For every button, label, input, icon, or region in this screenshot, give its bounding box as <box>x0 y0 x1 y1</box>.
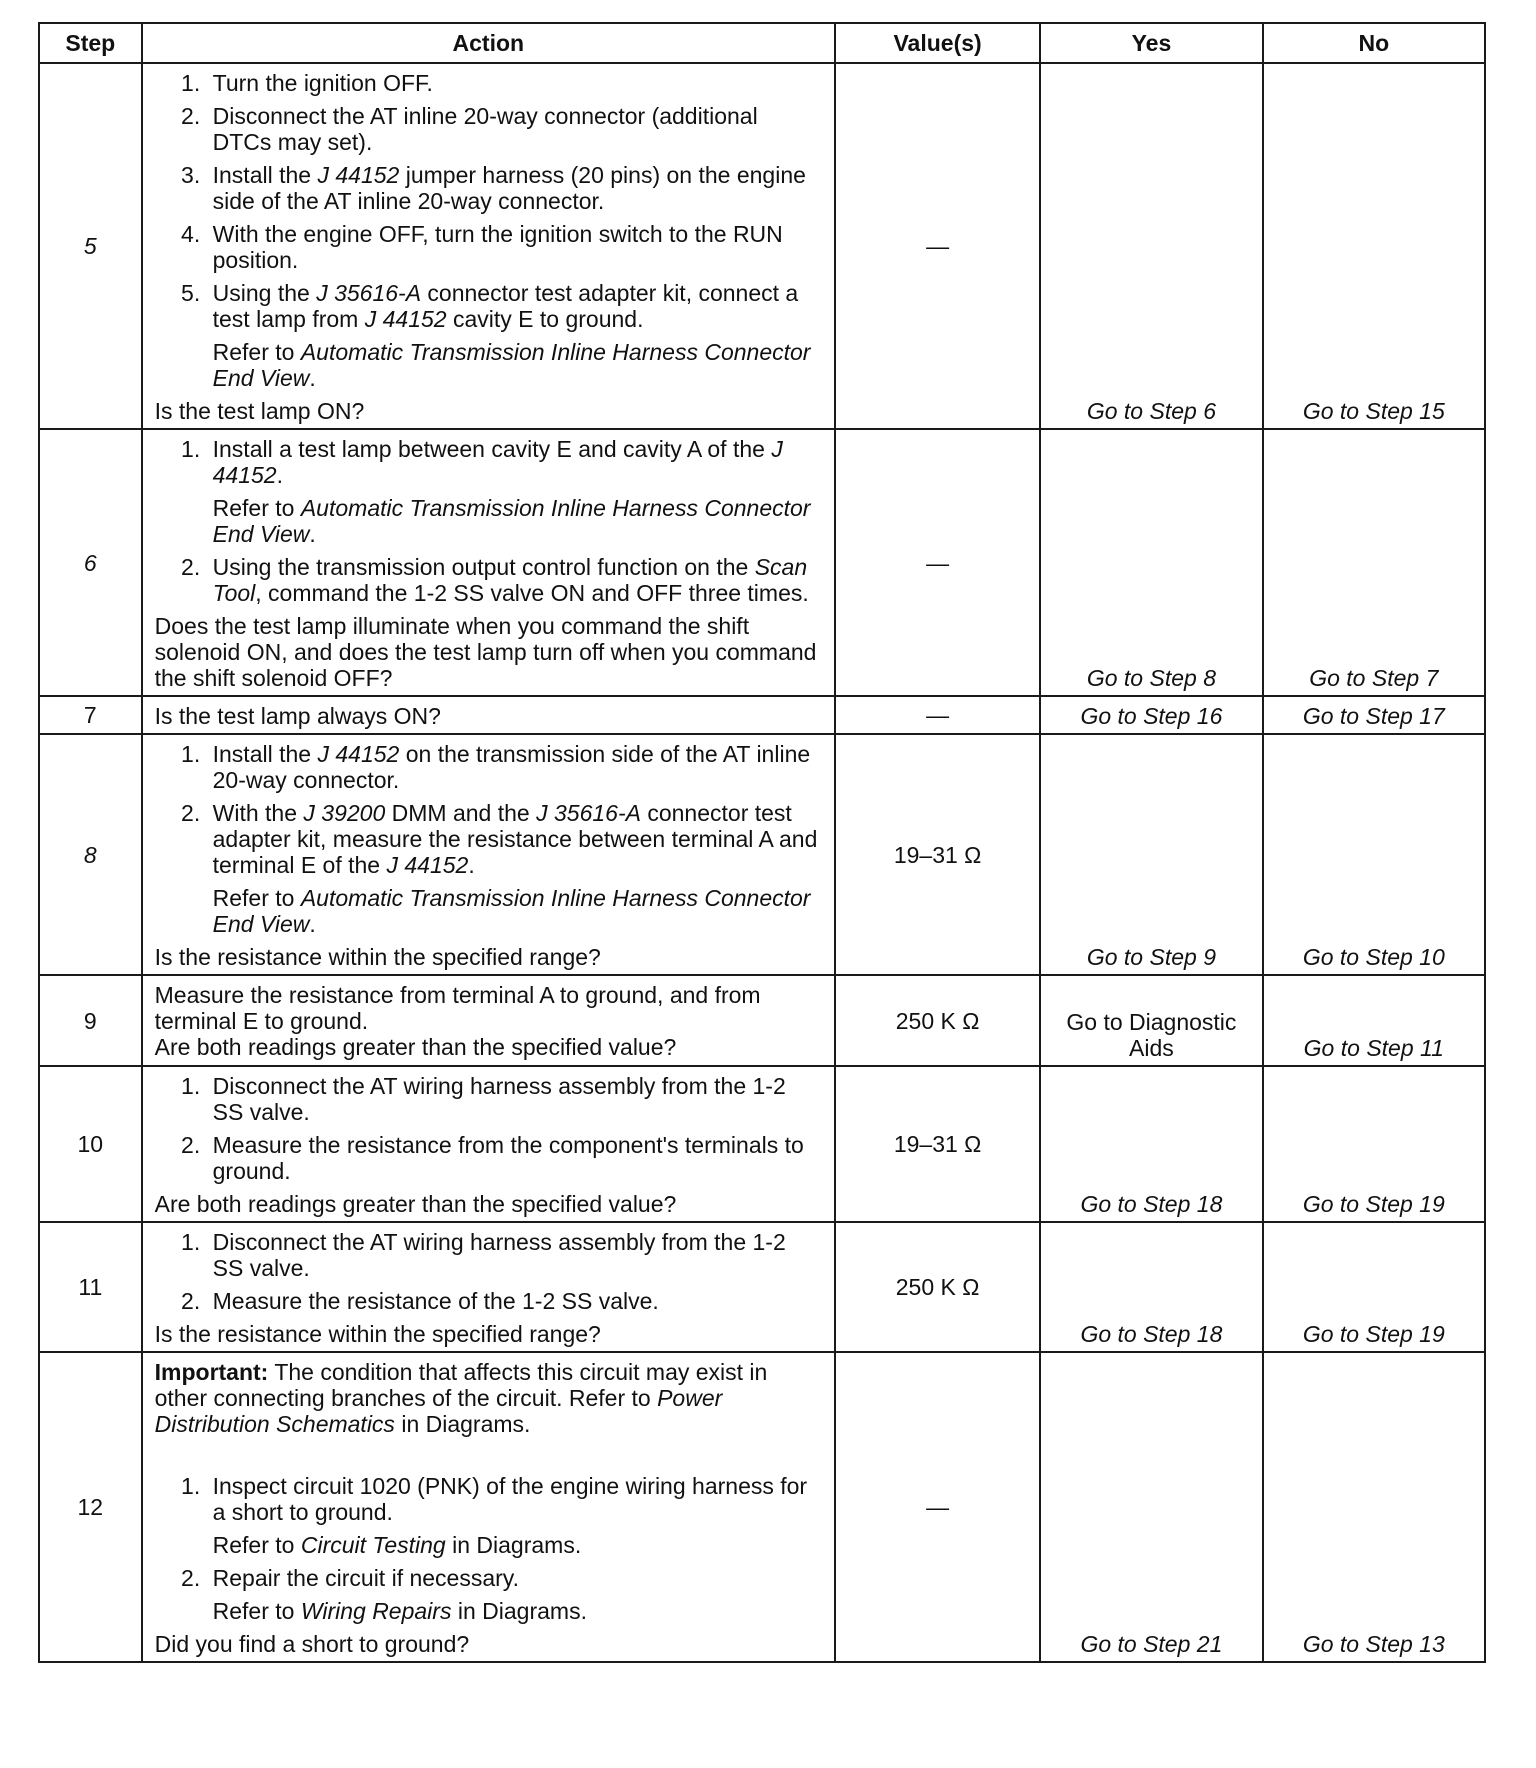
value-cell: 250 K Ω <box>835 975 1040 1066</box>
action-cell <box>142 696 835 734</box>
action-cell <box>142 975 835 1066</box>
value-cell: — <box>835 696 1040 734</box>
reference-note <box>213 339 822 391</box>
action-step-item <box>207 103 822 155</box>
italic-ref-text: Wiring Repairs <box>300 1598 452 1624</box>
action-step-item <box>207 221 822 273</box>
italic-ref-text: Automatic Transmission Inline Harness Connector End View <box>212 885 811 937</box>
action-step-item <box>207 741 822 793</box>
action-step-item <box>207 1073 822 1125</box>
action-steps-list <box>155 1073 822 1184</box>
no-cell: Go to Step 19 <box>1263 1066 1485 1222</box>
text-segment: in Diagrams. <box>451 1598 587 1624</box>
italic-ref-text: J 44152 <box>317 741 400 767</box>
action-text: Measure the resistance from terminal A to ground, and from terminal E to ground. <box>154 982 761 1034</box>
text-segment: . <box>309 365 316 391</box>
text-segment: connector test adapter kit, connect a test lamp from <box>212 280 799 332</box>
italic-ref-text: J 44152 <box>212 436 783 488</box>
italic-ref-text: J 44152 <box>364 306 447 332</box>
step-number: 9 <box>39 975 142 1066</box>
action-question: Are both readings greater than the specified value? <box>154 1191 677 1217</box>
text-segment: With the <box>212 800 304 826</box>
table-row <box>39 429 1485 696</box>
italic-ref-text: Automatic Transmission Inline Harness Connector End View <box>212 339 811 391</box>
italic-ref-text: J 35616-A <box>536 800 641 826</box>
important-note <box>155 1359 822 1437</box>
value-cell: — <box>835 63 1040 429</box>
text-segment: . <box>276 462 283 488</box>
table-row <box>39 1066 1485 1222</box>
text-segment: connector test adapter kit, measure the resistance between terminal A and terminal E of the <box>212 800 818 878</box>
header-yes: Yes <box>1040 23 1262 63</box>
header-row <box>39 23 1485 63</box>
yes-cell: Go to Diagnostic Aids <box>1040 975 1262 1066</box>
italic-ref-text: J 44152 <box>386 852 469 878</box>
italic-ref-text: Circuit Testing <box>300 1532 446 1558</box>
yes-cell: Go to Step 6 <box>1040 63 1262 429</box>
table-row <box>39 975 1485 1066</box>
header-values: Value(s) <box>835 23 1040 63</box>
text-segment: on the transmission side of the AT inline 20-way connector. <box>212 741 811 793</box>
text-segment: in Diagrams. <box>394 1411 531 1437</box>
italic-ref-text: J 35616-A <box>316 280 422 306</box>
table-body <box>39 63 1485 1662</box>
italic-ref-text: J 39200 <box>303 800 386 826</box>
action-step-item <box>207 554 822 606</box>
text-segment: Using the transmission output control function on the <box>212 554 755 580</box>
action-step-item <box>207 800 822 937</box>
value-cell: — <box>835 1352 1040 1662</box>
action-question: Is the test lamp ON? <box>154 398 365 424</box>
action-step-item <box>207 1229 822 1281</box>
yes-cell: Go to Step 9 <box>1040 734 1262 975</box>
action-cell <box>142 429 835 696</box>
text-segment: . <box>309 521 316 547</box>
text-segment: Disconnect the AT inline 20-way connector (additional DTCs may set). <box>212 103 758 155</box>
no-cell: Go to Step 13 <box>1263 1352 1485 1662</box>
value-cell: 250 K Ω <box>835 1222 1040 1352</box>
action-step-item <box>207 70 822 96</box>
reference-note <box>213 885 822 937</box>
step-number: 6 <box>39 429 142 696</box>
action-step-item <box>207 1132 822 1184</box>
italic-ref-text: Power Distribution Schematics <box>154 1385 723 1437</box>
italic-ref-text: Automatic Transmission Inline Harness Connector End View <box>212 495 811 547</box>
text-segment: Repair the circuit if necessary. <box>212 1565 519 1591</box>
reference-note <box>213 1532 822 1558</box>
action-step-item <box>207 1565 822 1624</box>
text-segment: Refer to <box>212 495 301 521</box>
text-segment: Refer to <box>212 885 301 911</box>
action-step-item <box>207 162 822 214</box>
yes-cell: Go to Step 16 <box>1040 696 1262 734</box>
action-cell <box>142 1222 835 1352</box>
action-question: Is the resistance within the specified range? <box>154 1321 601 1347</box>
no-cell: Go to Step 19 <box>1263 1222 1485 1352</box>
italic-ref-text: Scan Tool <box>212 554 808 606</box>
action-question: Did you find a short to ground? <box>154 1631 470 1657</box>
action-steps-list <box>155 741 822 937</box>
action-cell <box>142 734 835 975</box>
reference-note <box>213 1598 822 1624</box>
step-number: 7 <box>39 696 142 734</box>
no-cell: Go to Step 17 <box>1263 696 1485 734</box>
action-cell <box>142 63 835 429</box>
text-segment: The condition that affects this circuit may exist in other connecting branches of the circuit. Refer to <box>154 1359 768 1411</box>
action-cell <box>142 1352 835 1662</box>
action-step-item <box>207 1288 822 1314</box>
step-number: 5 <box>39 63 142 429</box>
text-segment: Refer to <box>212 1598 301 1624</box>
text-segment: Measure the resistance of the 1-2 SS valve. <box>212 1288 659 1314</box>
action-step-item <box>207 1473 822 1558</box>
text-segment: cavity E to ground. <box>446 306 644 332</box>
no-cell: Go to Step 11 <box>1263 975 1485 1066</box>
text-segment: Refer to <box>212 1532 301 1558</box>
header-action: Action <box>142 23 835 63</box>
text-segment: Measure the resistance from the component's terminals to ground. <box>212 1132 804 1184</box>
yes-cell: Go to Step 21 <box>1040 1352 1262 1662</box>
text-segment: Refer to <box>212 339 301 365</box>
table-row <box>39 696 1485 734</box>
diagnostic-table <box>38 22 1486 1663</box>
no-cell: Go to Step 7 <box>1263 429 1485 696</box>
text-segment: in Diagrams. <box>445 1532 582 1558</box>
text-segment: Install the <box>212 741 318 767</box>
header-no: No <box>1263 23 1485 63</box>
action-steps-list <box>155 70 822 391</box>
text-segment: Disconnect the AT wiring harness assembly from the 1-2 SS valve. <box>212 1073 786 1125</box>
text-segment: DMM and the <box>385 800 537 826</box>
action-question: Are both readings greater than the specified value? <box>154 1034 677 1060</box>
value-cell: 19–31 Ω <box>835 1066 1040 1222</box>
italic-ref-text: J 44152 <box>317 162 400 188</box>
text-segment: Using the <box>212 280 317 306</box>
value-cell: 19–31 Ω <box>835 734 1040 975</box>
action-step-item <box>207 436 822 547</box>
text-segment: Install the <box>212 162 318 188</box>
text-segment: . <box>468 852 475 878</box>
table-row <box>39 63 1485 429</box>
action-steps-list <box>155 1229 822 1314</box>
table-row <box>39 734 1485 975</box>
step-number: 11 <box>39 1222 142 1352</box>
step-number: 8 <box>39 734 142 975</box>
no-cell: Go to Step 15 <box>1263 63 1485 429</box>
action-steps-list <box>155 436 822 606</box>
table-row <box>39 1222 1485 1352</box>
text-segment: . <box>309 911 316 937</box>
text-segment: Install a test lamp between cavity E and cavity A of the <box>212 436 772 462</box>
reference-note <box>213 495 822 547</box>
table-row <box>39 1352 1485 1662</box>
table-header <box>39 23 1485 63</box>
no-cell: Go to Step 10 <box>1263 734 1485 975</box>
yes-cell: Go to Step 8 <box>1040 429 1262 696</box>
text-segment: Turn the ignition OFF. <box>212 70 433 96</box>
text-segment: With the engine OFF, turn the ignition switch to the RUN position. <box>212 221 783 273</box>
yes-cell: Go to Step 18 <box>1040 1222 1262 1352</box>
action-steps-list <box>155 1473 822 1624</box>
step-number: 12 <box>39 1352 142 1662</box>
value-cell: — <box>835 429 1040 696</box>
yes-cell: Go to Step 18 <box>1040 1066 1262 1222</box>
action-question: Is the resistance within the specified range? <box>154 944 601 970</box>
step-number: 10 <box>39 1066 142 1222</box>
text-segment: jumper harness (20 pins) on the engine side of the AT inline 20-way connector. <box>212 162 806 214</box>
action-question: Does the test lamp illuminate when you command the shift solenoid ON, and does the test lamp turn off when you command the shift solenoid OFF? <box>154 613 817 691</box>
action-cell <box>142 1066 835 1222</box>
text-segment: Disconnect the AT wiring harness assembly from the 1-2 SS valve. <box>212 1229 786 1281</box>
text-segment: , command the 1-2 SS valve ON and OFF three times. <box>255 580 809 606</box>
important-label: Important: <box>154 1359 269 1385</box>
action-question: Is the test lamp always ON? <box>154 703 441 729</box>
action-step-item <box>207 280 822 391</box>
header-step: Step <box>39 23 142 63</box>
text-segment: Inspect circuit 1020 (PNK) of the engine wiring harness for a short to ground. <box>212 1473 808 1525</box>
